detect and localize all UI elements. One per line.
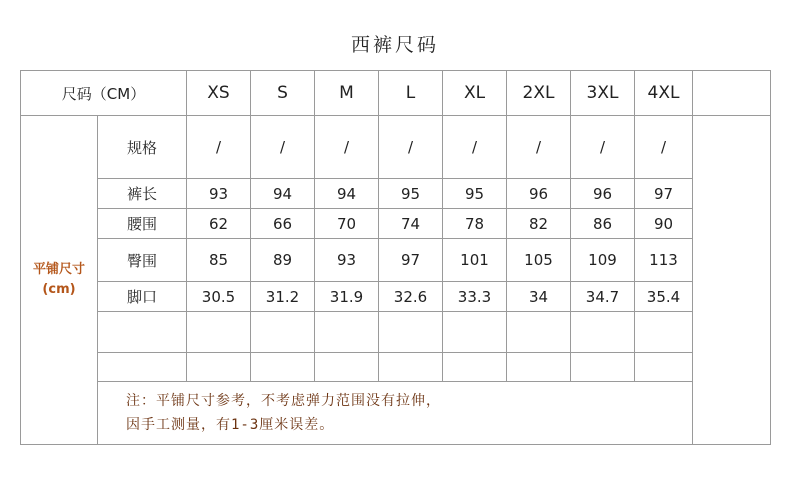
empty-cell bbox=[507, 312, 571, 353]
table-cell: 94 bbox=[315, 179, 379, 209]
empty-cell bbox=[635, 353, 693, 382]
table-cell: 95 bbox=[443, 179, 507, 209]
table-cell: 90 bbox=[635, 209, 693, 239]
empty-cell bbox=[571, 312, 635, 353]
empty-cell bbox=[379, 312, 443, 353]
size-xl: XL bbox=[443, 71, 507, 116]
table-cell: 89 bbox=[251, 239, 315, 282]
page-title: 西裤尺码 bbox=[350, 34, 439, 56]
table-cell: 97 bbox=[379, 239, 443, 282]
empty-cell bbox=[571, 353, 635, 382]
table-cell: 62 bbox=[187, 209, 251, 239]
table-cell: 34 bbox=[507, 282, 571, 312]
size-table bbox=[20, 70, 771, 445]
row-label-waist: 腰围 bbox=[98, 209, 187, 239]
table-row bbox=[21, 116, 771, 179]
table-cell: 74 bbox=[379, 209, 443, 239]
size-3xl: 3XL bbox=[571, 71, 635, 116]
empty-cell bbox=[187, 312, 251, 353]
empty-cell bbox=[443, 312, 507, 353]
table-row bbox=[21, 179, 771, 209]
group-label-line: 平铺尺寸 bbox=[32, 262, 85, 277]
row-label-leg-opening: 脚口 bbox=[98, 282, 187, 312]
table-cell: / bbox=[507, 116, 571, 179]
flat-measure-group-label bbox=[21, 116, 98, 445]
table-cell: 96 bbox=[507, 179, 571, 209]
table-row bbox=[21, 239, 771, 282]
measurement-note bbox=[98, 382, 693, 445]
empty-cell bbox=[635, 312, 693, 353]
table-cell: 34.7 bbox=[571, 282, 635, 312]
note-row bbox=[21, 382, 771, 445]
table-cell: 105 bbox=[507, 239, 571, 282]
note-line-2: 因手工测量，有1-3厘米误差。 bbox=[126, 417, 335, 433]
row-label-spec: 规格 bbox=[98, 116, 187, 179]
table-cell: 31.2 bbox=[251, 282, 315, 312]
group-label-unit: (cm) bbox=[42, 282, 76, 297]
empty-cell bbox=[315, 312, 379, 353]
size-s: S bbox=[251, 71, 315, 116]
table-cell: 113 bbox=[635, 239, 693, 282]
table-cell: 78 bbox=[443, 209, 507, 239]
note-line-1: 注：平铺尺寸参考，不考虑弹力范围没有拉伸， bbox=[126, 393, 441, 409]
empty-header-cell bbox=[693, 71, 771, 116]
empty-cell bbox=[443, 353, 507, 382]
table-cell: 32.6 bbox=[379, 282, 443, 312]
table-cell: 31.9 bbox=[315, 282, 379, 312]
size-l: L bbox=[379, 71, 443, 116]
table-cell: / bbox=[315, 116, 379, 179]
row-label-length: 裤长 bbox=[98, 179, 187, 209]
size-m: M bbox=[315, 71, 379, 116]
table-row bbox=[21, 282, 771, 312]
table-cell: 97 bbox=[635, 179, 693, 209]
table-cell: 95 bbox=[379, 179, 443, 209]
empty-row bbox=[21, 353, 771, 382]
empty-cell bbox=[98, 353, 187, 382]
table-cell: 30.5 bbox=[187, 282, 251, 312]
table-cell: / bbox=[635, 116, 693, 179]
size-xs: XS bbox=[187, 71, 251, 116]
size-4xl: 4XL bbox=[635, 71, 693, 116]
size-2xl: 2XL bbox=[507, 71, 571, 116]
table-cell: / bbox=[443, 116, 507, 179]
table-cell: 70 bbox=[315, 209, 379, 239]
table-cell: 85 bbox=[187, 239, 251, 282]
table-cell: / bbox=[571, 116, 635, 179]
table-cell: 94 bbox=[251, 179, 315, 209]
empty-cell bbox=[507, 353, 571, 382]
table-cell: / bbox=[187, 116, 251, 179]
table-cell: 93 bbox=[315, 239, 379, 282]
empty-side-cell bbox=[693, 116, 771, 445]
empty-cell bbox=[315, 353, 379, 382]
size-header-label: 尺码（CM） bbox=[21, 71, 187, 116]
table-cell: 35.4 bbox=[635, 282, 693, 312]
header-row bbox=[21, 71, 771, 116]
empty-cell bbox=[251, 312, 315, 353]
empty-cell bbox=[379, 353, 443, 382]
table-cell: / bbox=[251, 116, 315, 179]
table-cell: 66 bbox=[251, 209, 315, 239]
empty-cell bbox=[98, 312, 187, 353]
table-cell: 96 bbox=[571, 179, 635, 209]
table-cell: 93 bbox=[187, 179, 251, 209]
row-label-hip: 臀围 bbox=[98, 239, 187, 282]
table-cell: 82 bbox=[507, 209, 571, 239]
empty-cell bbox=[251, 353, 315, 382]
table-row bbox=[21, 209, 771, 239]
empty-row bbox=[21, 312, 771, 353]
table-cell: 86 bbox=[571, 209, 635, 239]
table-cell: / bbox=[379, 116, 443, 179]
table-cell: 101 bbox=[443, 239, 507, 282]
empty-cell bbox=[187, 353, 251, 382]
table-cell: 33.3 bbox=[443, 282, 507, 312]
table-cell: 109 bbox=[571, 239, 635, 282]
